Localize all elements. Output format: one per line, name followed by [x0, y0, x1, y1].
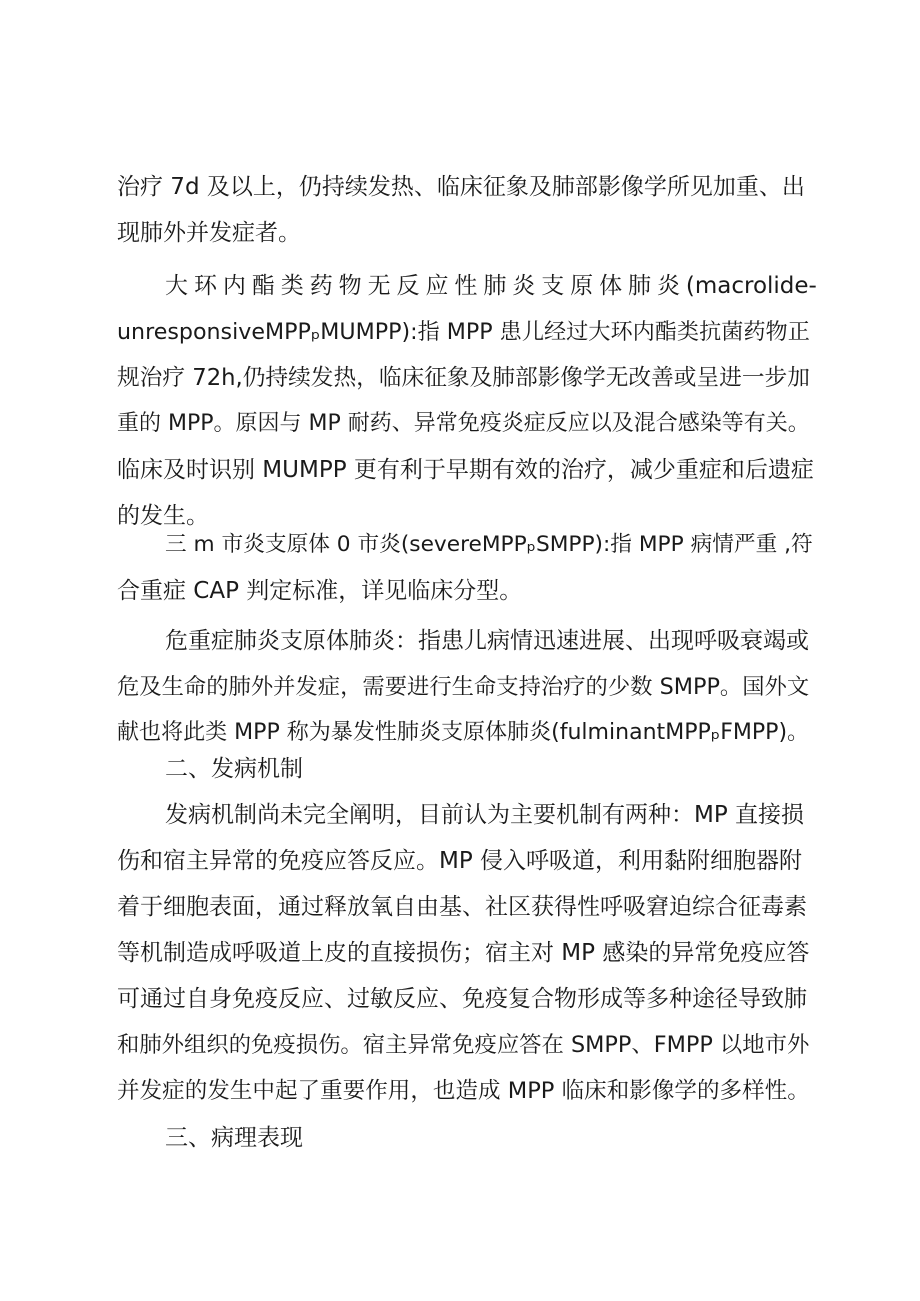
justified-glyph: 炎	[512, 273, 536, 299]
text-line: 现肺外并发症者。	[117, 220, 301, 246]
justified-glyph: 应	[425, 273, 449, 299]
justified-glyph: 炎	[656, 273, 680, 299]
text-line: 危及生命的肺外并发症，需要进行生命支持治疗的少数 SMPP。国外文	[117, 674, 810, 700]
justified-glyph: (macrolide-	[685, 273, 817, 299]
justified-glyph: 环	[193, 273, 217, 299]
text-line: 规治疗 72h,仍持续发热，临床征象及肺部影像学无改善或呈进一步加	[117, 365, 810, 391]
justified-glyph: 支	[541, 273, 565, 299]
paragraph-pathogenesis	[117, 792, 817, 1114]
text-line: unresponsiveMPPₚMUMPP):指 MPP 患儿经过大环内酯类抗菌药物正	[117, 319, 810, 345]
text-line: 等机制造成呼吸道上皮的直接损伤；宿主对 MP 感染的异常免疫应答	[117, 940, 810, 966]
justified-glyph: 无	[367, 273, 391, 299]
section-heading-pathogenesis: 二、发病机制	[165, 756, 303, 782]
justified-glyph: 原	[570, 273, 594, 299]
justified-glyph: 类	[280, 273, 304, 299]
text-line: 献也将此类 MPP 称为暴发性肺炎支原体肺炎(fulminantMPPₚFMPP)。	[117, 720, 810, 745]
paragraph-fmpp	[117, 618, 817, 756]
justified-glyph: 肺	[483, 273, 507, 299]
justified-glyph: 反	[396, 273, 420, 299]
text-line: 临床及时识别 MUMPP 更有利于早期有效的治疗，减少重症和后遗症	[117, 457, 814, 483]
text-line: 的发生。	[117, 503, 209, 529]
justified-glyph: 药	[309, 273, 333, 299]
text-line: 着于细胞表面，通过释放氧自由基、社区获得性呼吸窘迫综合征毒素	[117, 894, 807, 920]
text-line: 发病机制尚未完全阐明，目前认为主要机制有两种：MP 直接损	[165, 802, 805, 828]
text-line: 三 m 市炎支原体 0 市炎(severeMPPₚSMPP):指 MPP 病情严重 ,符	[165, 532, 813, 557]
text-line: 并发症的发生中起了重要作用，也造成 MPP 临床和影像学的多样性。	[117, 1078, 810, 1104]
text-line: 危重症肺炎支原体肺炎：指患儿病情迅速进展、出现呼吸衰竭或	[165, 628, 809, 654]
paragraph-mumpp	[117, 263, 817, 539]
text-line: 治疗 7d 及以上，仍持续发热、临床征象及肺部影像学所见加重、出	[117, 174, 805, 200]
paragraph-smpp	[117, 522, 817, 614]
justified-glyph: 酯	[251, 273, 275, 299]
section-heading-pathology: 三、病理表现	[165, 1125, 303, 1151]
justified-glyph: 肺	[628, 273, 651, 299]
text-line: 和肺外组织的免疫损伤。宿主异常免疫应答在 SMPP、FMPP 以地市外	[117, 1032, 810, 1058]
paragraph-1	[117, 164, 817, 256]
justified-glyph: 体	[599, 273, 623, 299]
text-line-justified	[117, 263, 817, 309]
justified-glyph: 性	[454, 273, 478, 299]
justified-glyph: 内	[222, 273, 246, 299]
justified-glyph: 物	[338, 273, 362, 299]
text-line: 伤和宿主异常的免疫应答反应。MP 侵入呼吸道，利用黏附细胞器附	[117, 848, 803, 874]
text-line: 可通过自身免疫反应、过敏反应、免疫复合物形成等多种途径导致肺	[117, 986, 807, 1012]
justified-glyph: 大	[165, 273, 188, 299]
text-line: 合重症 CAP 判定标准，详见临床分型。	[117, 578, 523, 604]
text-line: 重的 MPP。原因与 MP 耐药、异常免疫炎症反应以及混合感染等有关。	[117, 411, 810, 436]
